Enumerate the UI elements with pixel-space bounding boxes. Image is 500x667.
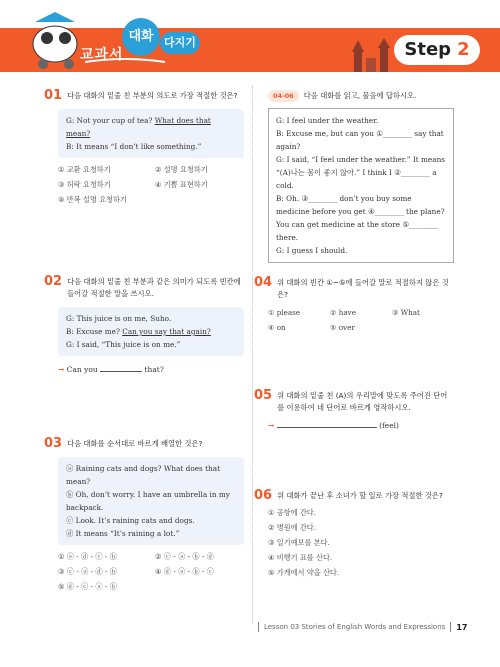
footer-separator [450,622,451,632]
question-number: 04 [254,275,273,290]
right-column [254,90,454,579]
option[interactable]: ① ⓐ - ⓓ - ⓒ - ⓑ [58,552,117,561]
header-bubble-build: 다지기 [160,32,200,54]
question-01 [44,88,244,206]
page-number: 17 [456,622,468,632]
option[interactable]: ⑤ 반복 설명 요청하기 [58,195,127,204]
footer-separator [258,622,259,632]
dialog-box [58,457,244,545]
question-text: 다음 대화의 밑줄 친 부분과 같은 의미가 되도록 빈칸에 들어갈 적절한 말을 쓰시오. [67,277,241,298]
option[interactable]: ③ What [392,308,420,317]
answer-blank[interactable] [100,364,142,372]
option[interactable]: ④ 비행기 표를 산다. [268,553,333,562]
answer-line: → (feel) [268,421,399,430]
option[interactable]: ① 교환 요청하기 [58,165,111,174]
question-03 [44,436,244,593]
question-04 [254,275,454,334]
option[interactable]: ② 병원에 간다. [268,523,317,532]
dialog-line: G: This juice is on me, Suho. [66,314,172,323]
header-bubble-talk: 대화 [122,18,160,56]
lesson-title: Lesson 03 Stories of English Words and Expressions [264,623,446,631]
answer-options [268,507,454,579]
dialog-line: B: It means “I don’t like something.” [66,142,202,151]
dialog-box [58,307,244,356]
option[interactable]: ⑤ over [330,323,355,332]
answer-line: → Can you that? [58,365,164,374]
dialog-line: ⓑ Oh, don’t worry. I have an umbrella in my backpack. [66,490,230,512]
question-number: 03 [44,436,63,451]
column-divider [252,86,253,624]
castle-skyline-icon [350,38,394,72]
option[interactable]: ② have [330,308,356,317]
dialog-line: B: Excuse me? Can you say that again? [66,327,211,336]
passage-line: G: I feel under the weather. [276,116,379,125]
option[interactable]: ③ 허락 요청하기 [58,180,111,189]
option[interactable]: ③ 일기예보를 본다. [268,538,330,547]
answer-options [58,551,244,593]
answer-options [58,164,244,206]
option[interactable]: ④ 기쁨 표현하기 [155,180,208,189]
question-range-tag: 04-06 [268,90,299,102]
question-number: 05 [254,388,273,403]
option[interactable]: ③ ⓒ - ⓐ - ⓓ - ⓑ [58,567,117,576]
arrow-icon: → [58,365,65,374]
dialog-line: G: I said, “This juice is on me.” [66,340,181,349]
option[interactable]: ① 공항에 간다. [268,508,317,517]
passage-line: B: Oh. ③________ don’t you buy some medicine before you get ④________ the plane? You can get medicine at the store ⑤________ there. [276,194,445,242]
question-02 [44,274,244,376]
question-number: 02 [44,274,63,289]
option[interactable]: ② ⓒ - ⓐ - ⓑ - ⓓ [155,552,214,561]
dialog-line: G: Not your cup of tea? What does that mean? [66,116,211,138]
dialog-line: ⓓ It means “It’s raining a lot.” [66,529,180,538]
option[interactable]: ② 설명 요청하기 [155,165,208,174]
question-text: 다음 대화를 순서대로 바르게 배열한 것은? [67,439,203,448]
option[interactable]: ④ ⓓ - ⓐ - ⓑ - ⓒ [155,567,214,576]
question-text: 다음 대화의 밑줄 친 부분의 의도로 가장 적절한 것은? [67,91,238,100]
option[interactable]: ⑤ 가게에서 약을 산다. [268,568,340,577]
step-badge [394,35,480,65]
question-number: 01 [44,88,63,103]
step-number: 2 [457,39,470,60]
question-05 [254,388,454,432]
dialog-line: ⓒ Look. It’s raining cats and dogs. [66,516,195,525]
left-column [44,88,244,593]
answer-options [268,307,454,334]
question-text: 위 대화의 빈칸 ①~⑤에 들어갈 말로 적절하지 않은 것은? [277,278,449,299]
question-text: 위 대화의 밑줄 친 (A)의 우리말에 맞도록 주어진 단어를 이용하여 네 단어로 바르게 영작하시오. [277,391,448,412]
passage-box [268,108,454,263]
step-label: Step [404,39,452,60]
question-06 [254,488,454,579]
passage-line: G: I said, “I feel under the weather.” It means “(A)나는 몸이 좋지 않아.” I think I ②________ a cold. [276,155,446,190]
option[interactable]: ④ on [268,323,286,332]
passage-instruction: 04-06 다음 대화를 읽고, 물음에 답하시오. [268,90,454,102]
header-title: 교과서 [80,47,124,63]
page-footer [258,622,478,632]
dialog-line: ⓐ Raining cats and dogs? What does that mean? [66,464,221,486]
option[interactable]: ⑤ ⓓ - ⓒ - ⓐ - ⓑ [58,582,117,591]
dialog-box [58,109,244,158]
option[interactable]: ① please [268,308,301,317]
arrow-icon: → [268,421,275,430]
passage-line: B: Excuse me, but can you ①________ say that again? [276,129,444,151]
question-text: 위 대화가 끝난 후 소녀가 할 일로 가장 적절한 것은? [277,491,443,500]
passage-line: G: I guess I should. [276,246,348,255]
answer-blank[interactable] [277,420,377,428]
question-number: 06 [254,488,273,503]
